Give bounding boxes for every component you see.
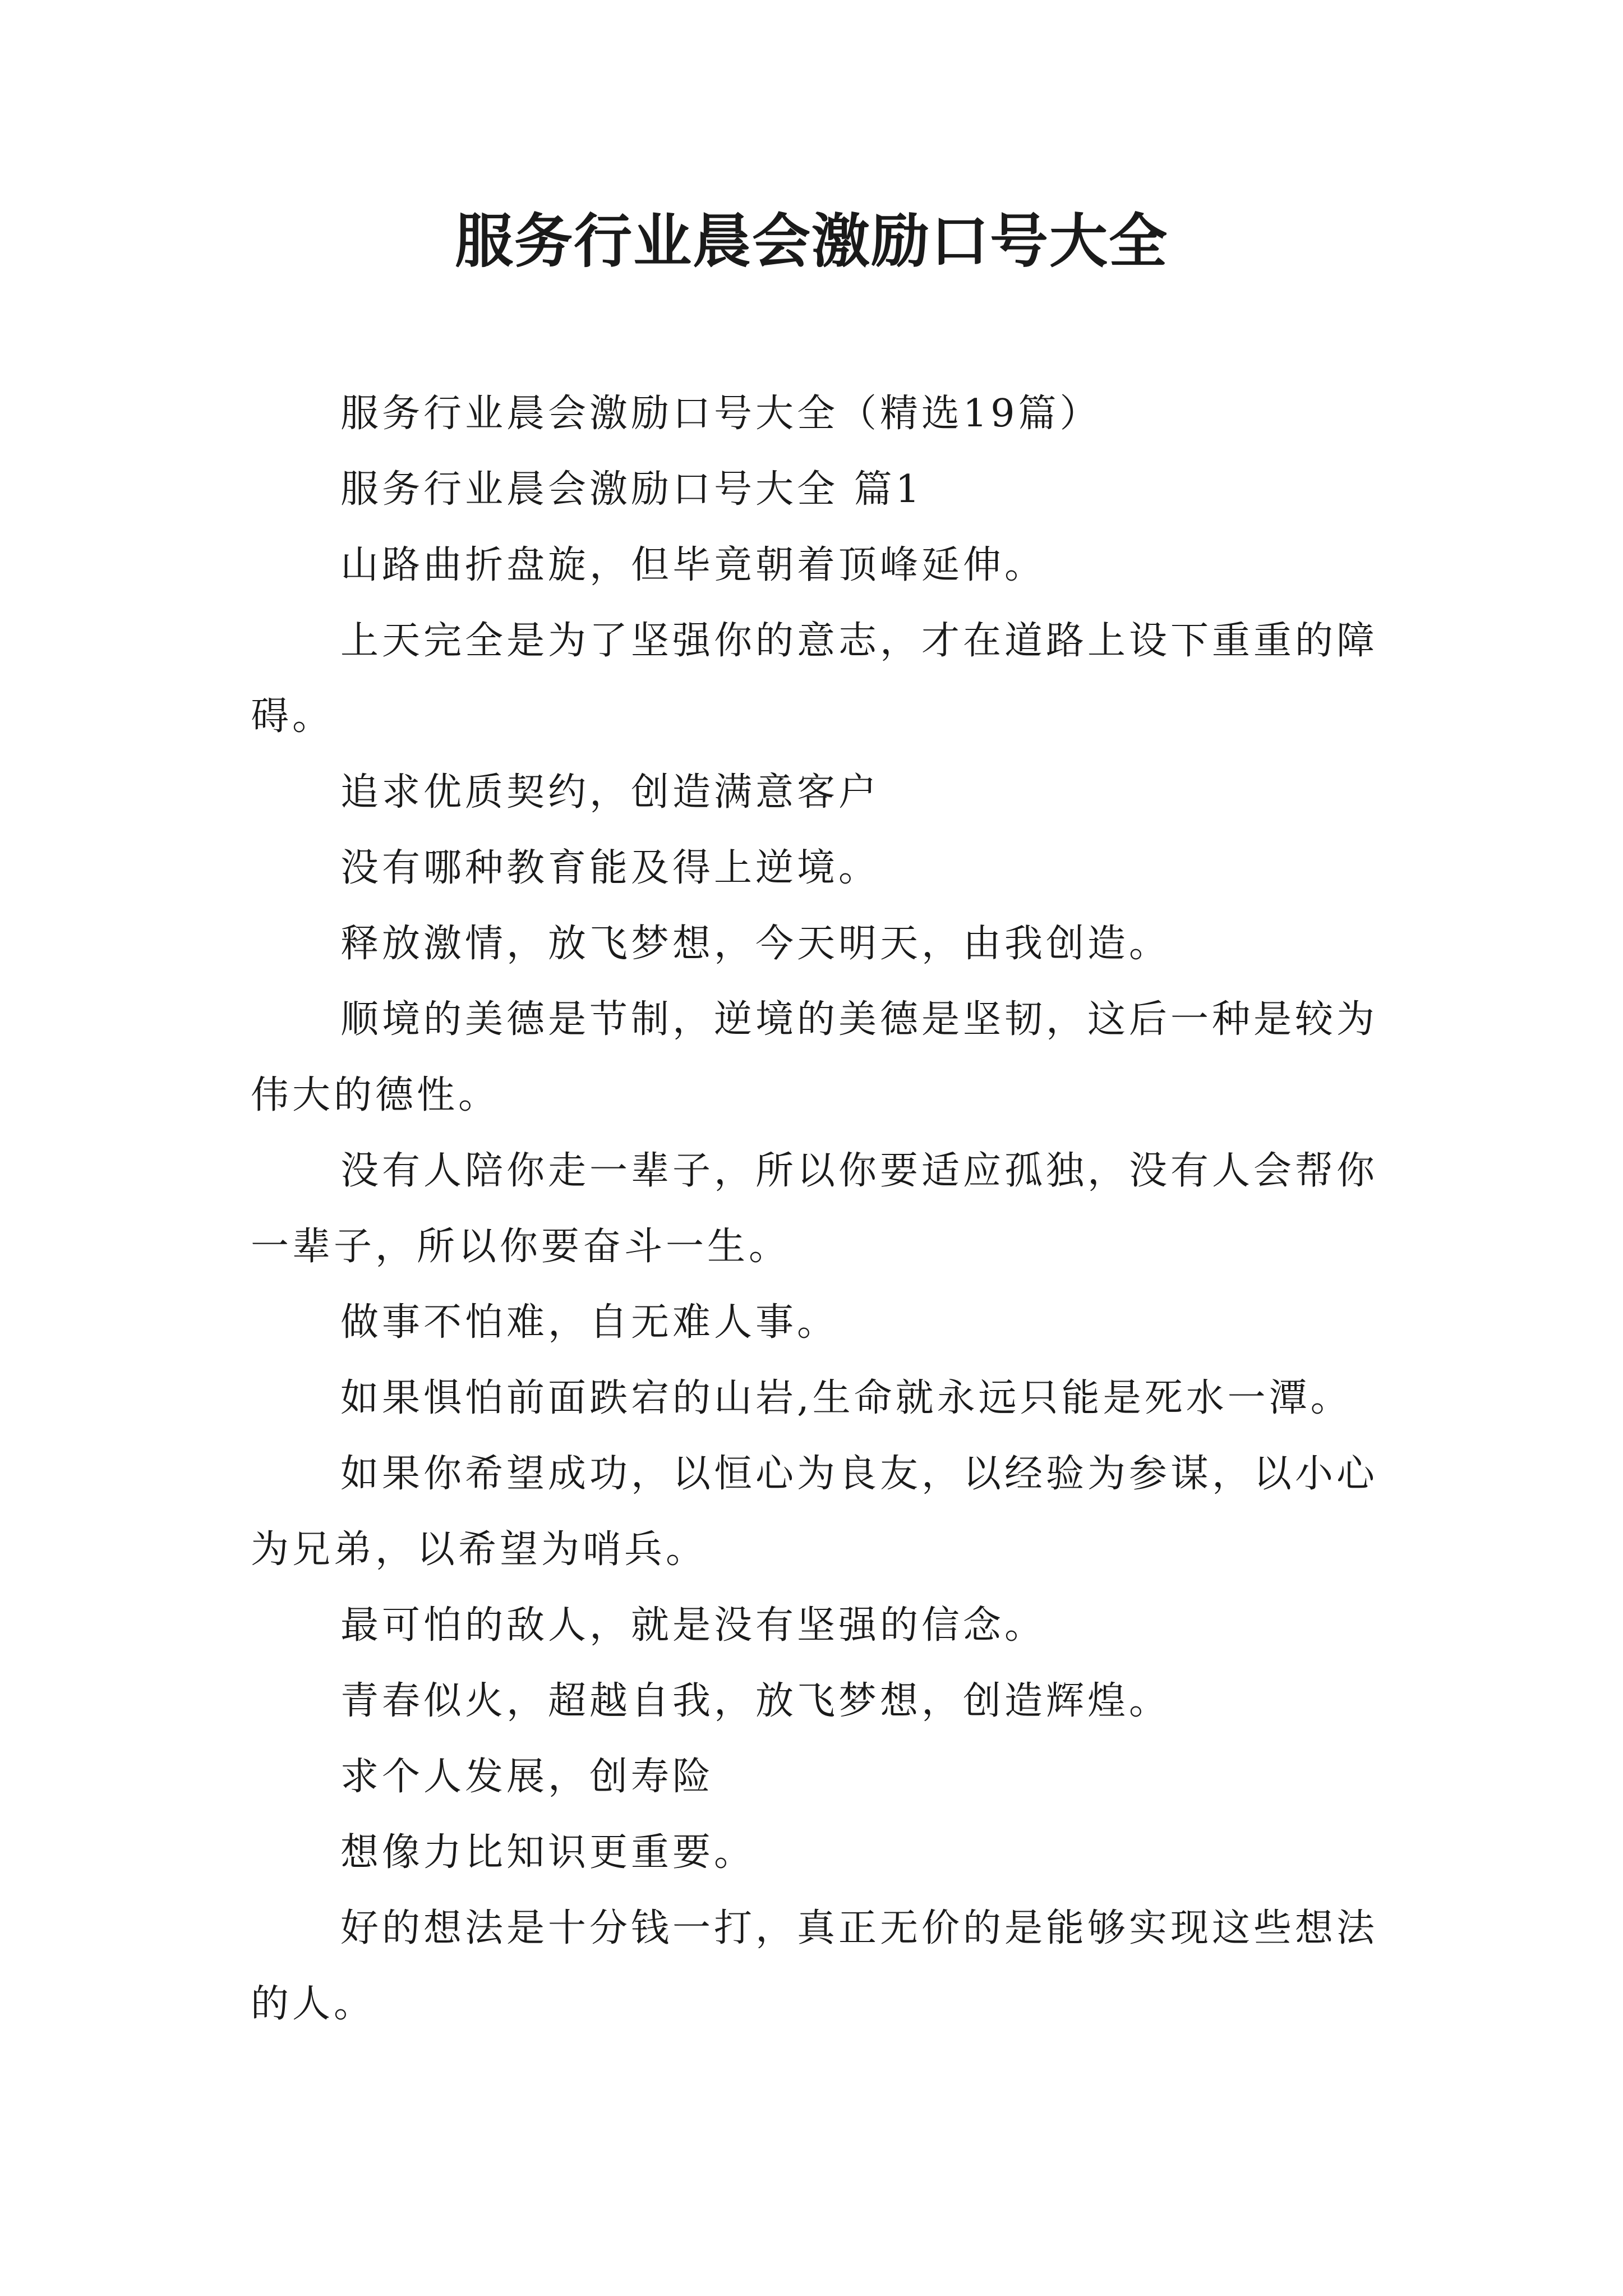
paragraph: 上天完全是为了坚强你的意志，才在道路上设下重重的障碍。 [251,619,1378,739]
paragraph: 顺境的美德是节制，逆境的美德是坚韧，这后一种是较为伟大的德性。 [251,997,1378,1117]
paragraph: 如果惧怕前面跌宕的山岩,生命就永远只能是死水一潭。 [340,1376,1352,1420]
paragraph: 服务行业晨会激励口号大全 篇1 [340,467,923,512]
document-title: 服务行业晨会激励口号大全 [454,207,1168,275]
document-body [251,376,1389,2042]
paragraph: 追求优质契约，创造满意客户 [340,770,880,815]
paragraph: 求个人发展，创寿险 [340,1755,714,1799]
paragraph: 如果你希望成功，以恒心为良友，以经验为参谋，以小心为兄弟，以希望为哨兵。 [251,1452,1378,1572]
paragraph: 想像力比知识更重要。 [340,1830,756,1875]
paragraph: 服务行业晨会激励口号大全（精选19篇） [340,392,1101,436]
paragraph: 没有哪种教育能及得上逆境。 [340,846,880,890]
paragraph: 青春似火，超越自我，放飞梦想，创造辉煌。 [340,1679,1171,1723]
paragraph: 山路曲折盘旋，但毕竟朝着顶峰延伸。 [340,543,1046,587]
paragraph: 没有人陪你走一辈子，所以你要适应孤独，没有人会帮你一辈子，所以你要奋斗一生。 [251,1149,1378,1269]
paragraph: 释放激情，放飞梦想，今天明天，由我创造。 [340,922,1171,966]
paragraph: 好的想法是十分钱一打，真正无价的是能够实现这些想法的人。 [251,1906,1378,2026]
paragraph: 做事不怕难，自无难人事。 [340,1300,839,1345]
paragraph: 最可怕的敌人，就是没有坚强的信念。 [340,1603,1046,1648]
